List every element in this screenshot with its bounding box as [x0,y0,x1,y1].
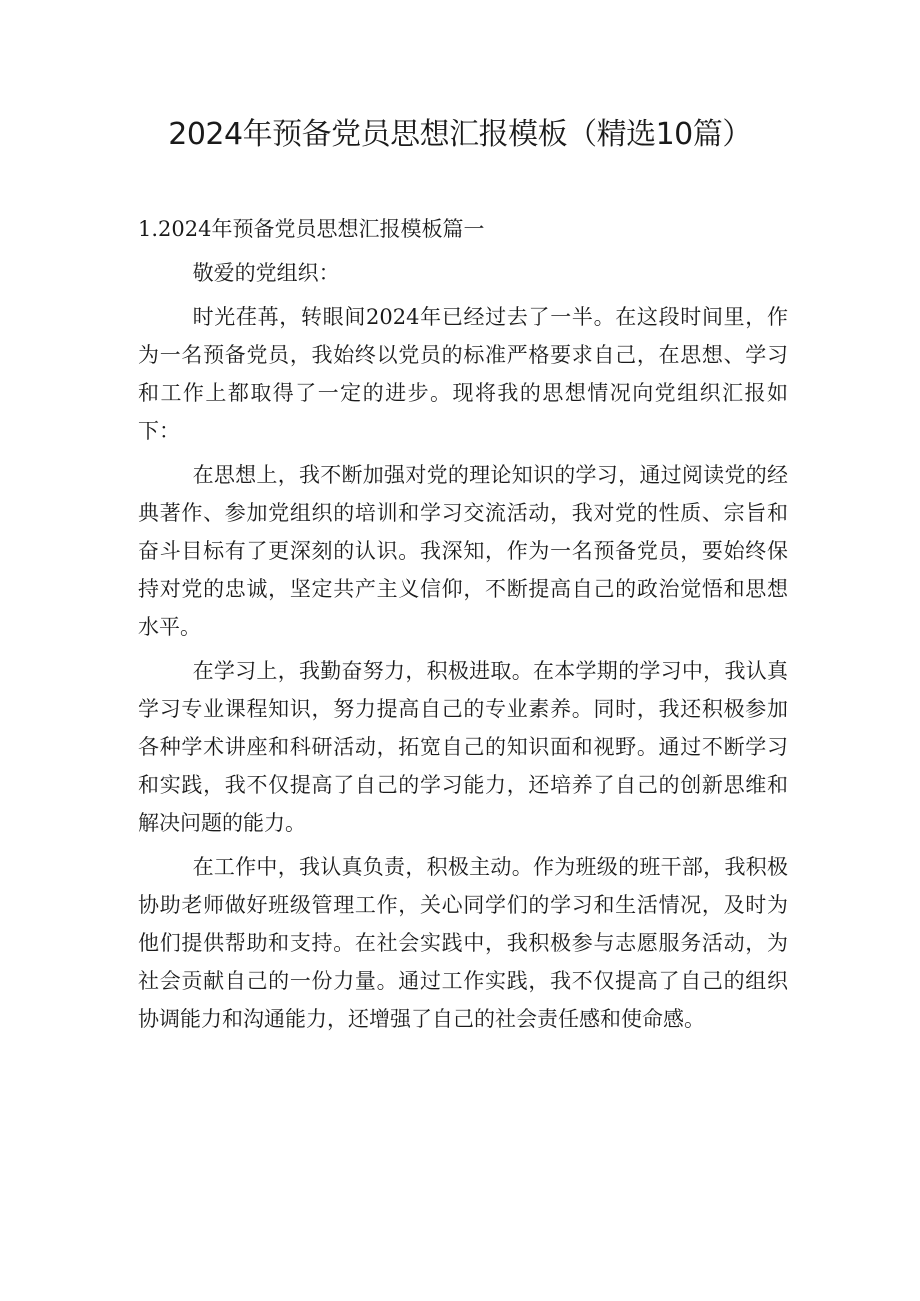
salutation: 敬爱的党组织： [192,261,340,285]
paragraph-study: 在学习上，我勤奋努力，积极进取。在本学期的学习中，我认真学习专业课程知识，努力提高自己的专业素养。同时，我还积极参加各种学术讲座和科研活动，拓宽自己的知识面和视野。通过不断学习和实践，我不仅提高了自己的学习能力，还培养了自己的创新思维和解决问题的能力。 [138,659,788,835]
paragraph-intro: 时光荏苒，转眼间2024年已经过去了一半。在这段时间里，作为一名预备党员，我始终以党员的标准严格要求自己，在思想、学习和工作上都取得了一定的进步。现将我的思想情况向党组织汇报如下： [138,305,788,443]
section-heading: 1.2024年预备党员思想汇报模板篇一 [138,217,485,241]
document-title: 2024年预备党员思想汇报模板（精选10篇） [168,117,752,152]
paragraph-thought: 在思想上，我不断加强对党的理论知识的学习，通过阅读党的经典著作、参加党组织的培训和学习交流活动，我对党的性质、宗旨和奋斗目标有了更深刻的认识。我深知，作为一名预备党员，要始终保持对党的忠诚，坚定共产主义信仰，不断提高自己的政治觉悟和思想水平。 [138,463,788,639]
document-body [138,210,788,1044]
paragraph-work: 在工作中，我认真负责，积极主动。作为班级的班干部，我积极协助老师做好班级管理工作，关心同学们的学习和生活情况，及时为他们提供帮助和支持。在社会实践中，我积极参与志愿服务活动，为社会贡献自己的一份力量。通过工作实践，我不仅提高了自己的组织协调能力和沟通能力，还增强了自己的社会责任感和使命感。 [138,855,788,1031]
